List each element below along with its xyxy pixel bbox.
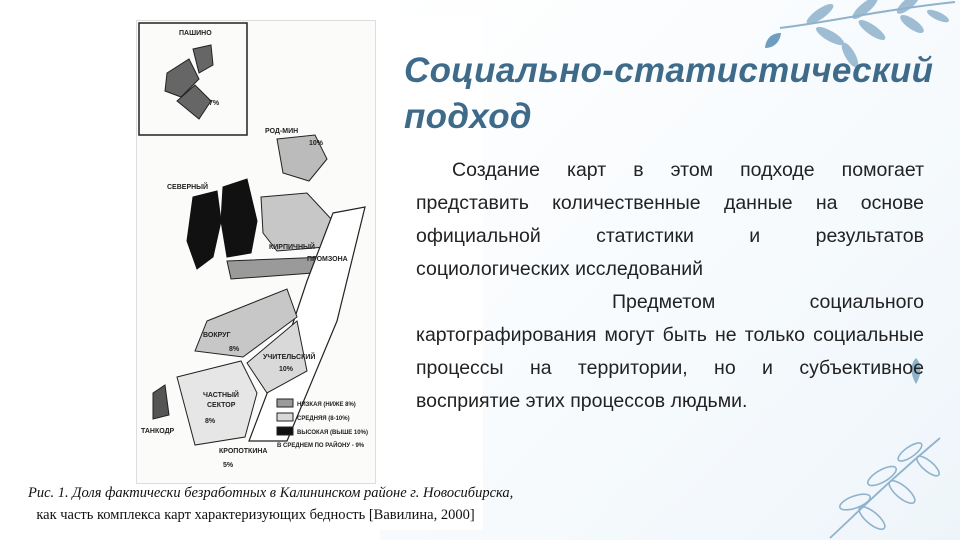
legend-swatch-high [277,427,293,435]
map-label-severny: СЕВЕРНЫЙ [167,184,209,191]
figure-caption [28,482,514,526]
map-label-promzona: ПРОМЗОНА [307,256,348,263]
map-label-uchitelsky: УЧИТЕЛЬСКИЙ [263,354,316,361]
slide-title: Социально-статистический подход [404,51,934,136]
paragraph-1: Создание карт в этом подходе помогает представить количественные данные на основе официальной статистики и результатов социологических исследований [416,159,924,280]
map-label-vokrug: ВОКРУГ [203,332,231,339]
caption-line-1: Рис. 1. Доля фактически безработных в Калининском районе г. Новосибирска, [28,485,514,501]
legend-swatch-mid [277,413,293,421]
map-label-vokrug-pct: 8% [229,346,240,353]
map-label-kropotkina: КРОПОТКИНА [219,448,268,455]
caption-line-2: как часть комплекса карт характеризующих бедность [Вавилина, 2000] [36,507,475,523]
map-label-rod-min-pct: 10% [309,140,324,147]
legend-label-high: ВЫСОКАЯ (ВЫШЕ 10%) [297,430,368,436]
map-label-uchitelsky-pct: 10% [279,366,294,373]
slide-body [416,154,924,418]
map-label-kirpichny: КИРПИЧНЫЙ [269,244,315,251]
region-inset-b [193,45,213,73]
leaf-branch-bottom-right-icon [810,430,950,540]
map-label-sektor: СЕКТОР [207,402,236,409]
district-map [136,20,376,484]
map-label-kropotkina-pct: 5% [223,462,234,469]
map-label-tankodr: ТАНКОДР [141,428,175,435]
map-label-sektor-pct: 8% [205,418,216,425]
legend-label-avg: В СРЕДНЕМ ПО РАЙОНУ - 9% [277,443,365,449]
map-label-inset-pct: 7% [209,100,220,107]
legend-label-low: НИЗКАЯ (НИЖЕ 8%) [297,402,356,408]
region-severny-west [187,191,221,269]
legend-swatch-low [277,399,293,407]
map-label-chastny: ЧАСТНЫЙ [203,392,239,399]
map-label-inset: ПАШИНО [179,30,212,37]
region-severny-east [221,179,257,257]
map-label-rod-min: РОД-МИН [265,128,299,135]
region-tankodr [153,385,169,419]
legend-label-mid: СРЕДНЯЯ (8-10%) [297,416,350,422]
paragraph-2: Предметом социального картографирования могут быть не только социальные процессы на территории, но и субъективное восприятие этих процессов людьми. [416,291,924,412]
